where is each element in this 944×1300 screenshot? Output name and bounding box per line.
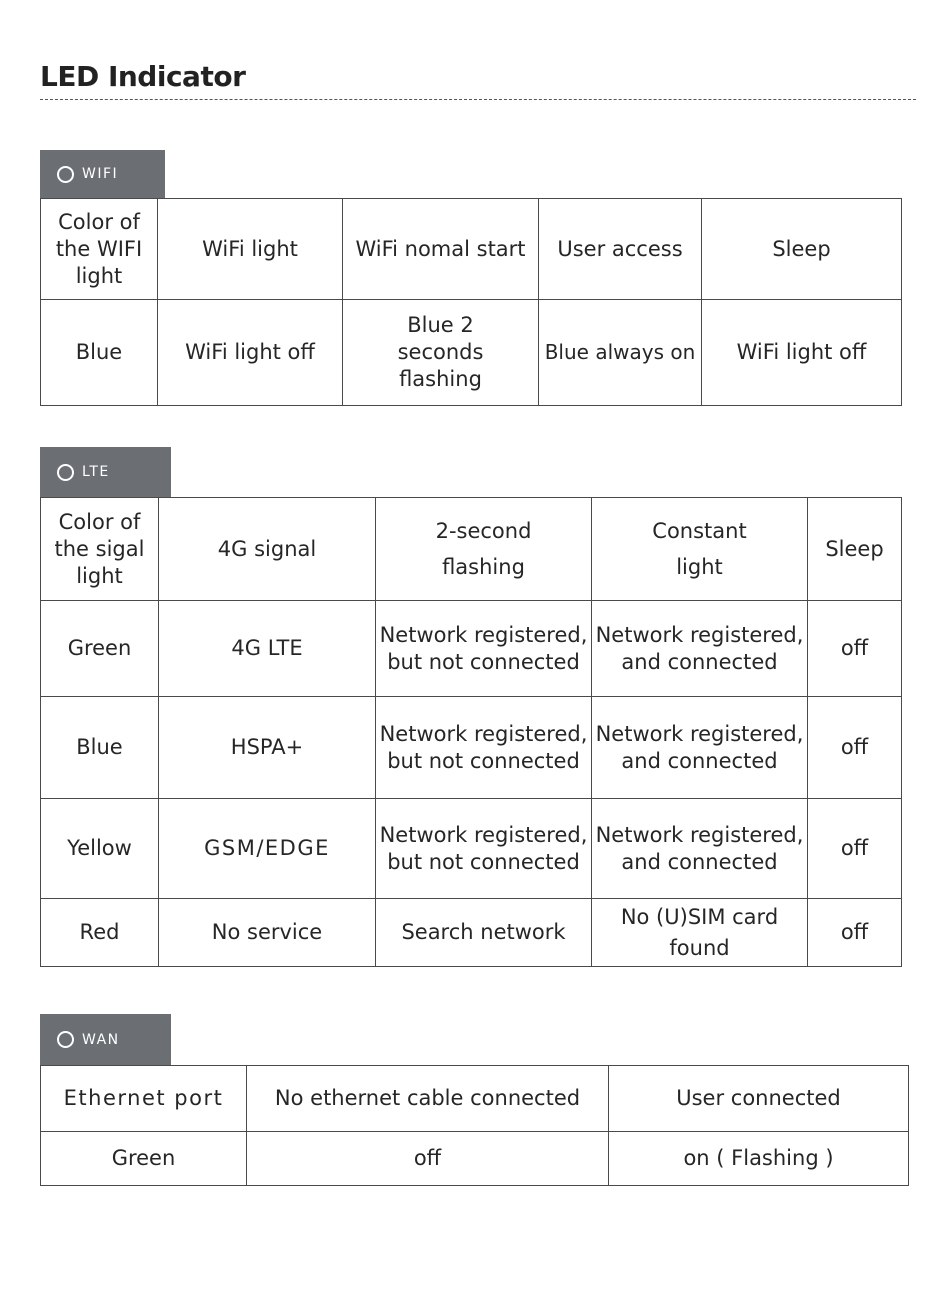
wan-section-tab bbox=[40, 1014, 171, 1065]
table-cell: Red bbox=[41, 899, 159, 967]
wifi-tab-label: WIFI bbox=[82, 166, 119, 182]
table-header-cell: WiFi nomal start bbox=[343, 199, 539, 300]
table-header-cell: User connected bbox=[609, 1066, 909, 1132]
table-header-cell: Color of the WIFI light bbox=[41, 199, 158, 300]
table-cell: Blue bbox=[41, 300, 158, 406]
table-header-cell: Constant light bbox=[592, 498, 808, 601]
wan-table bbox=[40, 1065, 909, 1186]
table-header-row bbox=[41, 1066, 909, 1132]
table-row bbox=[41, 899, 902, 967]
table-cell: WiFi light off bbox=[702, 300, 902, 406]
table-cell: Blue always on bbox=[539, 300, 702, 406]
table-header-cell: No ethernet cable connected bbox=[247, 1066, 609, 1132]
table-header-cell: User access bbox=[539, 199, 702, 300]
table-cell: Blue bbox=[41, 697, 159, 799]
wan-tab-label: WAN bbox=[82, 1031, 120, 1048]
table-cell: Network registered, and connected bbox=[592, 697, 808, 799]
lte-tab-label: LTE bbox=[82, 464, 110, 480]
table-row bbox=[41, 799, 902, 899]
table-cell: Network registered, and connected bbox=[592, 601, 808, 697]
lte-table bbox=[40, 497, 902, 967]
table-cell: Green bbox=[41, 601, 159, 697]
wifi-section-tab bbox=[40, 150, 165, 198]
table-header-row bbox=[41, 498, 902, 601]
circle-icon bbox=[57, 1031, 74, 1048]
title-divider bbox=[40, 99, 916, 100]
table-cell: No (U)SIM card found bbox=[592, 899, 808, 967]
table-row bbox=[41, 1132, 909, 1186]
table-cell: on ( Flashing ) bbox=[609, 1132, 909, 1186]
table-cell: Blue 2 seconds flashing bbox=[343, 300, 539, 406]
lte-section-tab bbox=[40, 447, 171, 497]
table-cell: HSPA+ bbox=[159, 697, 376, 799]
table-row bbox=[41, 300, 902, 406]
table-header-cell: Sleep bbox=[808, 498, 902, 601]
table-cell: Network registered, but not connected bbox=[376, 799, 592, 899]
table-cell: off bbox=[247, 1132, 609, 1186]
table-header-cell: 2-second flashing bbox=[376, 498, 592, 601]
table-cell: GSM/EDGE bbox=[159, 799, 376, 899]
table-cell: Search network bbox=[376, 899, 592, 967]
table-header-row bbox=[41, 199, 902, 300]
table-header-cell: Color of the sigal light bbox=[41, 498, 159, 601]
table-row bbox=[41, 697, 902, 799]
page-title: LED Indicator bbox=[40, 60, 246, 93]
table-cell: Network registered, but not connected bbox=[376, 601, 592, 697]
table-cell: off bbox=[808, 601, 902, 697]
table-cell: 4G LTE bbox=[159, 601, 376, 697]
table-cell: WiFi light off bbox=[158, 300, 343, 406]
table-header-cell: Ethernet port bbox=[41, 1066, 247, 1132]
table-header-cell: Sleep bbox=[702, 199, 902, 300]
table-cell: Network registered, but not connected bbox=[376, 697, 592, 799]
table-cell: off bbox=[808, 899, 902, 967]
table-row bbox=[41, 601, 902, 697]
table-cell: off bbox=[808, 799, 902, 899]
table-cell: Green bbox=[41, 1132, 247, 1186]
table-cell: No service bbox=[159, 899, 376, 967]
table-header-cell: 4G signal bbox=[159, 498, 376, 601]
table-cell: Yellow bbox=[41, 799, 159, 899]
table-cell: off bbox=[808, 697, 902, 799]
table-cell: Network registered, and connected bbox=[592, 799, 808, 899]
wifi-table bbox=[40, 198, 902, 406]
table-header-cell: WiFi light bbox=[158, 199, 343, 300]
circle-icon bbox=[57, 464, 74, 481]
circle-icon bbox=[57, 166, 74, 183]
